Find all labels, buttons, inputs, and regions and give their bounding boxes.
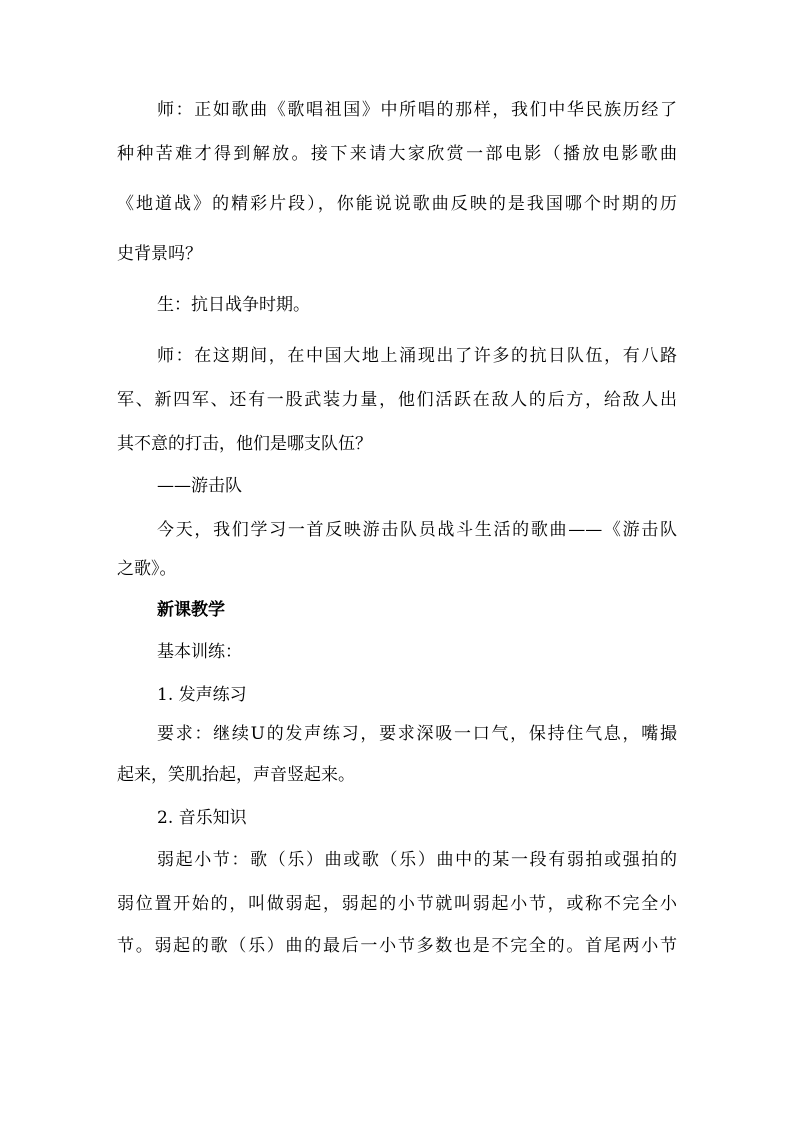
- paragraph-3-line-1: 师：在这期间，在中国大地上涌现出了许多的抗日队伍，有八路: [157, 346, 677, 366]
- paragraph-5-line-2: 起来，笑肌抬起，声音竖起来。: [117, 765, 355, 785]
- paragraph-2-line-1: 生：抗日战争时期。: [157, 295, 310, 315]
- list-item-2: 2. 音乐知识: [157, 808, 247, 828]
- paragraph-1-line-1: 师：正如歌曲《歌唱祖国》中所唱的那样，我们中华民族历经了: [157, 100, 677, 120]
- answer-line: ——游击队: [157, 476, 242, 496]
- paragraph-6-line-1: 弱起小节：歌（乐）曲或歌（乐）曲中的某一段有弱拍或强拍的: [157, 850, 677, 870]
- paragraph-1-line-3: 《地道战》的精彩片段），你能说说歌曲反映的是我国哪个时期的历: [117, 194, 677, 214]
- paragraph-3-line-2: 军、新四军、还有一股武装力量，他们活跃在敌人的后方，给敌人出: [117, 390, 677, 410]
- paragraph-4-line-1: 今天，我们学习一首反映游击队员战斗生活的歌曲——《游击队: [157, 520, 677, 540]
- paragraph-3-line-3: 其不意的打击，他们是哪支队伍？: [117, 434, 372, 454]
- paragraph-5-line-1: 要求：继续U的发声练习，要求深吸一口气，保持住气息，嘴撮: [157, 724, 677, 744]
- paragraph-1-line-2: 种种苦难才得到解放。接下来请大家欣赏一部电影（播放电影歌曲: [117, 144, 677, 164]
- subheading-basic-training: 基本训练：: [157, 642, 242, 662]
- paragraph-1-line-4: 史背景吗？: [117, 244, 202, 264]
- paragraph-4-line-2: 之歌》。: [117, 559, 177, 579]
- paragraph-6-line-2: 弱位置开始的，叫做弱起，弱起的小节就叫弱起小节，或称不完全小: [117, 894, 677, 914]
- list-item-1: 1. 发声练习: [157, 685, 247, 705]
- section-heading: 新课教学: [157, 600, 225, 620]
- paragraph-6-line-3: 节。弱起的歌（乐）曲的最后一小节多数也是不完全的。首尾两小节: [117, 936, 677, 956]
